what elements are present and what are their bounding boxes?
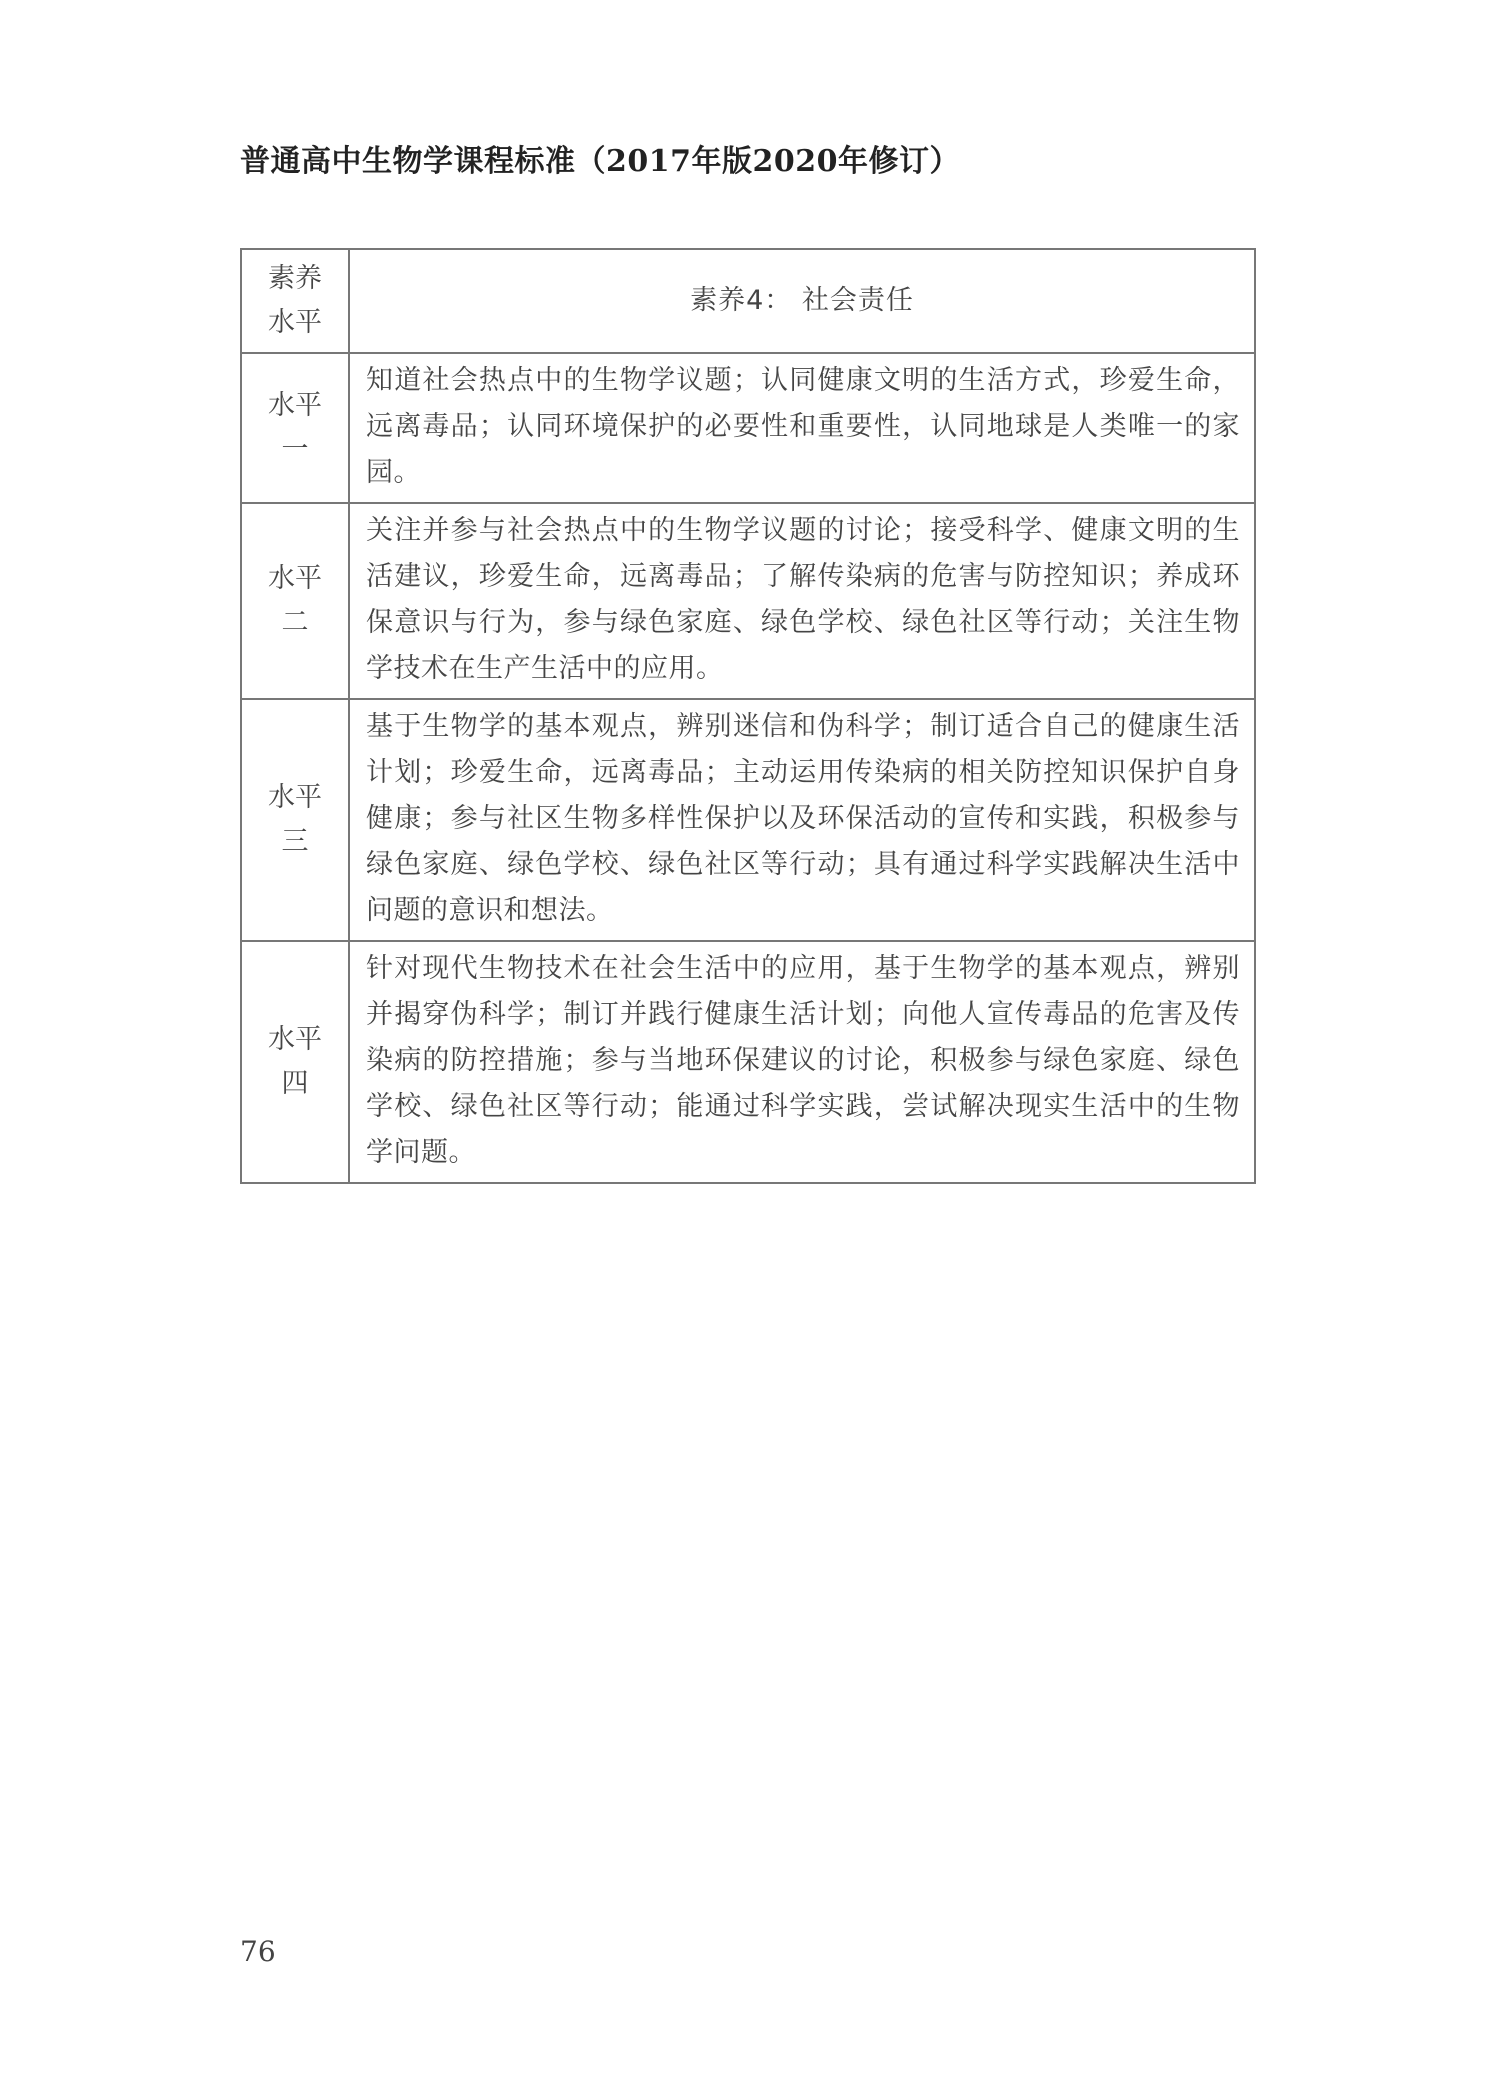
level-header-line1: 素养 <box>268 263 322 294</box>
competency-level-table <box>240 248 1256 1184</box>
level-cell <box>241 503 349 699</box>
level-description: 关注并参与社会热点中的生物学议题的讨论；接受科学、健康文明的生活建议，珍爱生命，远离毒品；了解传染病的危害与防控知识；养成环保意识与行为，参与绿色家庭、绿色学校、绿色社区等行动；关注生物学技术在生产生活中的应用。 <box>349 503 1255 699</box>
level-cell <box>241 353 349 503</box>
level-label-line1: 水平 <box>268 390 322 421</box>
table-row <box>241 941 1255 1183</box>
level-label-line2: 二 <box>281 607 309 638</box>
level-label-line1: 水平 <box>268 782 322 813</box>
level-cell <box>241 699 349 941</box>
level-header-line2: 水平 <box>268 307 322 338</box>
level-label-line2: 三 <box>281 826 309 857</box>
level-cell <box>241 941 349 1183</box>
level-description: 针对现代生物技术在社会生活中的应用，基于生物学的基本观点，辨别并揭穿伪科学；制订并践行健康生活计划；向他人宣传毒品的危害及传染病的防控措施；参与当地环保建议的讨论，积极参与绿色家庭、绿色学校、绿色社区等行动；能通过科学实践，尝试解决现实生活中的生物学问题。 <box>349 941 1255 1183</box>
level-description: 知道社会热点中的生物学议题；认同健康文明的生活方式，珍爱生命，远离毒品；认同环境保护的必要性和重要性，认同地球是人类唯一的家园。 <box>349 353 1255 503</box>
page-number: 76 <box>240 1935 276 1968</box>
level-description: 基于生物学的基本观点，辨别迷信和伪科学；制订适合自己的健康生活计划；珍爱生命，远离毒品；主动运用传染病的相关防控知识保护自身健康；参与社区生物多样性保护以及环保活动的宣传和实践，积极参与绿色家庭、绿色学校、绿色社区等行动；具有通过科学实践解决生活中问题的意识和想法。 <box>349 699 1255 941</box>
table-row <box>241 353 1255 503</box>
table-header-row <box>241 249 1255 353</box>
running-header-title: 普通高中生物学课程标准（2017年版2020年修订） <box>240 144 960 179</box>
level-column-header <box>241 249 349 353</box>
level-label-line1: 水平 <box>268 563 322 594</box>
table-row <box>241 503 1255 699</box>
competency-column-header: 素养4： 社会责任 <box>349 249 1255 353</box>
level-label-line1: 水平 <box>268 1024 322 1055</box>
table-row <box>241 699 1255 941</box>
level-label-line2: 一 <box>281 434 309 465</box>
level-label-line2: 四 <box>281 1068 309 1099</box>
